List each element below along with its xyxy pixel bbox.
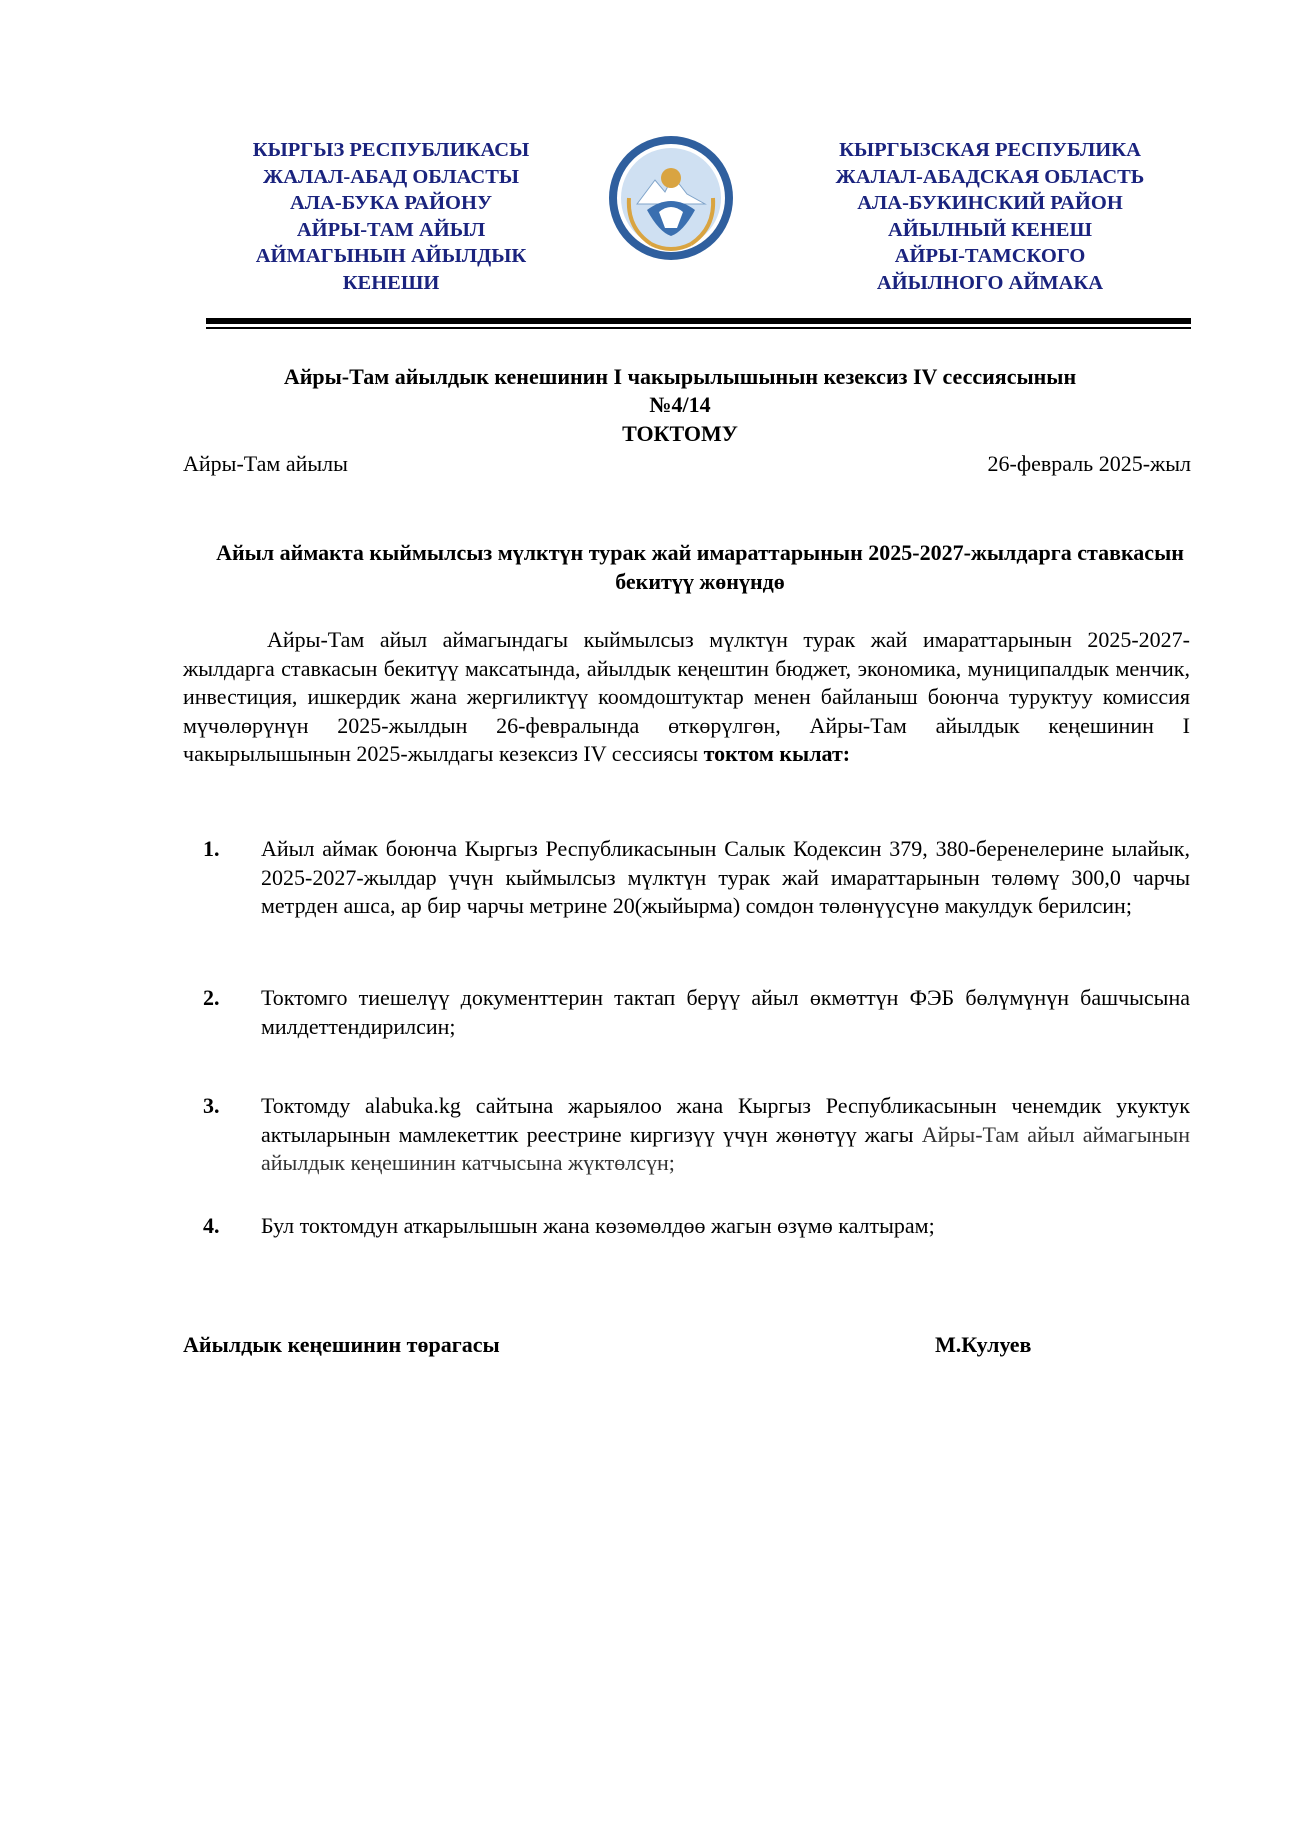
list-item xyxy=(203,835,1190,921)
decision-number: №4/14 xyxy=(649,392,711,417)
header-right-line: ЖАЛАЛ-АБАДСКАЯ ОБЛАСТЬ xyxy=(835,165,1145,188)
header-right-line: АЙЫЛНОГО АЙМАКА xyxy=(876,271,1104,294)
kyrgyz-state-emblem-icon xyxy=(607,132,735,264)
header-left-kyrgyz xyxy=(191,137,591,296)
item-text: Бул токтомдун аткарылышын жана көзөмөлдөө жагын өзүмө калтырам; xyxy=(261,1213,935,1238)
item-text: Токтомго тиешелүү документтерин тактап берүү айыл өкмөттүн ФЭБ бөлүмүнүн башчысына милдеттендирилсин; xyxy=(261,985,1190,1039)
header-divider-thin xyxy=(206,327,1191,329)
header-left-line: АЙМАГЫНЫН АЙЫЛДЫК xyxy=(255,245,527,267)
list-item xyxy=(203,1212,1190,1241)
signatory-role: Айылдык кеңешинин төрагасы xyxy=(183,1332,500,1357)
document-subject: Айыл аймакта кыймылсыз мүлктүн турак жай имараттарынын 2025-2027-жылдарга ставкасын бекитүү жөнүндө xyxy=(216,540,1184,594)
header-left-line: АЙРЫ-ТАМ АЙЫЛ xyxy=(296,218,486,241)
preamble-paragraph xyxy=(183,626,1190,769)
header-divider-thick xyxy=(206,318,1191,324)
preamble-resolution: токтом кылат: xyxy=(703,741,851,766)
item-text: Токтомду alabuka.kg сайтына жарыялоо жана Кыргыз Республикасынын ченемдик укуктук актыларынын мамлекеттик реестрине киргизүү үчүн жөнөтүү жагы xyxy=(261,1093,1190,1147)
item-number: 1. xyxy=(203,836,220,861)
item-text-block xyxy=(261,1092,1190,1178)
header-left-line: КЕНЕШИ xyxy=(342,271,440,294)
list-item xyxy=(203,984,1190,1041)
header-right-russian xyxy=(790,137,1190,296)
header-right-line: КЫРГЫЗСКАЯ РЕСПУБЛИКА xyxy=(839,139,1141,161)
header-right-line: АЙЫЛНЫЙ КЕНЕШ xyxy=(888,218,1092,241)
header-left-line: ЖАЛАЛ-АБАД ОБЛАСТЫ xyxy=(262,165,520,188)
place-of-issue: Айры-Там айылы xyxy=(183,451,348,476)
item-text: Айыл аймак боюнча Кыргыз Республикасынын Салык Кодексин 379, 380-беренелерине ылайык, 2025-2027-жылдар үчүн кыймылсыз мүлктүн турак жай имараттарынын төлөмү 300,0 чарчы метрден ашса, ар бир чарчы метрине 20(жыйырма) сомдон төлөнүүсүнө макулдук берилсин; xyxy=(261,836,1190,918)
header-right-line: АЛА-БУКИНСКИЙ РАЙОН xyxy=(857,192,1123,214)
item-number: 2. xyxy=(203,985,220,1010)
document-type: ТОКТОМУ xyxy=(622,421,738,446)
issue-date: 26-февраль 2025-жыл xyxy=(987,451,1191,476)
item-number: 3. xyxy=(203,1093,220,1118)
item-text-tail: Айры-Там айыл аймагынын айылдык кеңешинин катчысына жүктөлсүн; xyxy=(261,1121,1190,1175)
signatory-name: М.Кулуев xyxy=(935,1332,1032,1357)
item-number: 4. xyxy=(203,1213,220,1238)
list-item xyxy=(203,1092,1190,1178)
preamble-text: Айры-Там айыл аймагындагы кыймылсыз мүлктүн турак жай имараттарынын 2025-2027-жылдарга ставкасын бекитүү максатында, айылдык кеңештин бюджет, экономика, муниципалдык менчик, инвестиция, ишкердик жана жергиликтүү коомдоштуктар менен байланыш боюнча туруктуу комиссия мүчөлөрүнүн 2025-жылдын 26-февралында өткөрүлгөн, Айры-Там айылдык кеңешинин I чакырылышынын 2025-жылдагы кезексиз IV сессиясы xyxy=(183,627,1190,766)
session-title: Айры-Там айылдык кенешинин I чакырылышынын кезексиз IV сессиясынын xyxy=(283,364,1077,389)
header-left-line: КЫРГЫЗ РЕСПУБЛИКАСЫ xyxy=(252,139,530,161)
header-right-line: АЙРЫ-ТАМСКОГО xyxy=(894,245,1086,267)
header-left-line: АЛА-БУКА РАЙОНУ xyxy=(290,192,492,214)
